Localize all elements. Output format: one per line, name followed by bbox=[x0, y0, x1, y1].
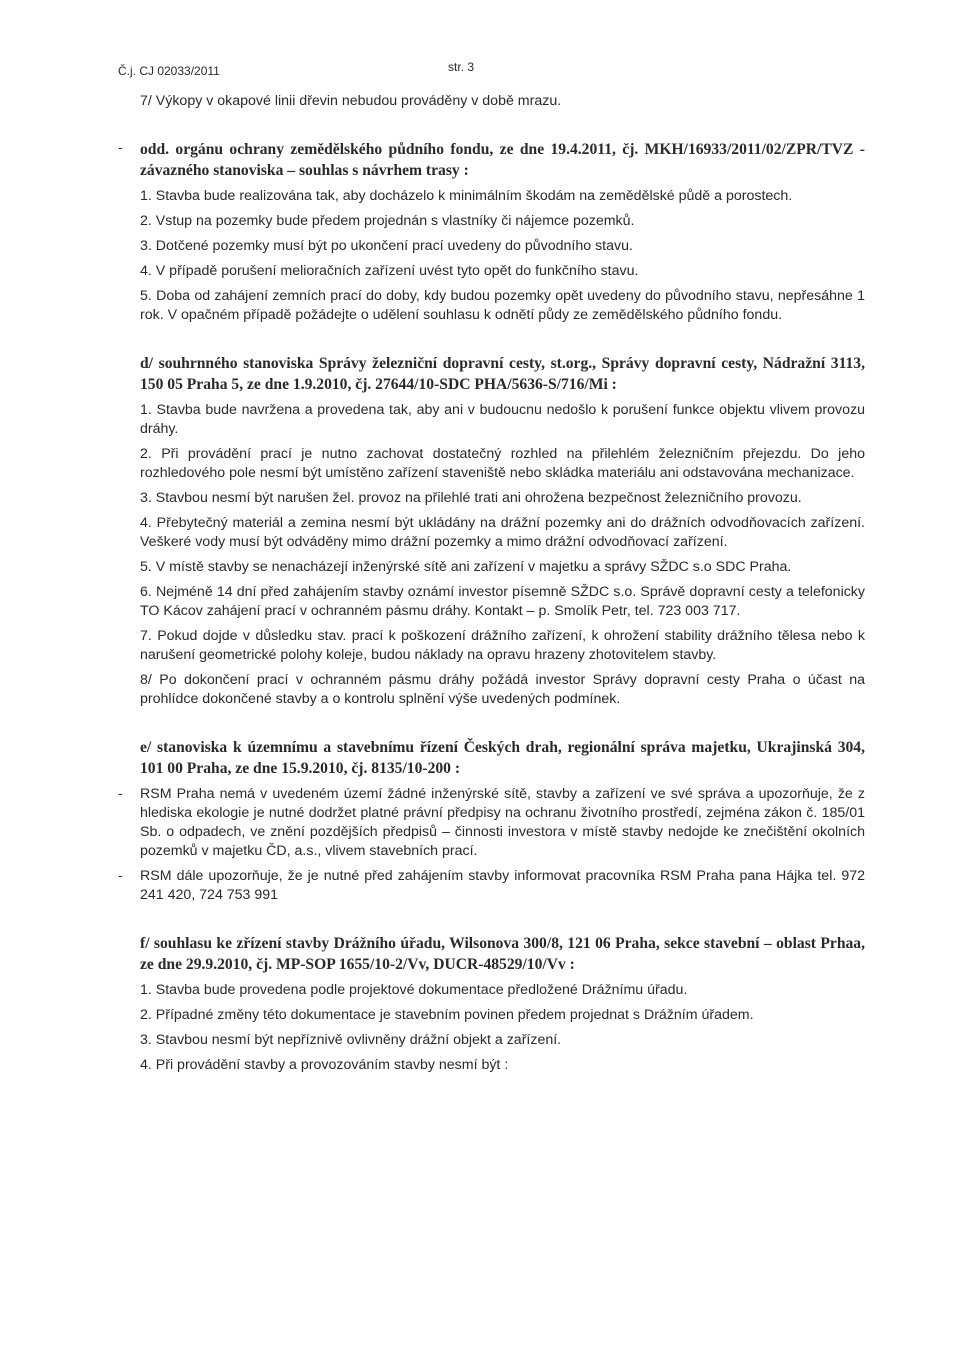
cd-note-2 bbox=[118, 867, 865, 905]
sdc-condition-1: 1. Stavba bude navržena a provedena tak, aby ani v budoucnu nedošlo k porušení funkce objektu vlivem provozu dráhy. bbox=[140, 402, 865, 437]
reference-number: Č.j. CJ 02033/2011 bbox=[118, 64, 220, 78]
section-zpf bbox=[118, 139, 865, 181]
zpf-condition-3: 3. Dotčené pozemky musí být po ukončení prací uvedeny do původního stavu. bbox=[140, 238, 633, 254]
page-number: str. 3 bbox=[448, 60, 475, 74]
dash-bullet: - bbox=[118, 786, 123, 802]
zpf-condition-5: 5. Doba od zahájení zemních prací do doby, kdy budou pozemky opět uvedeny do původního stavu, nepřesáhne 1 rok. V opačném případě požádejte o udělení souhlasu k odnětí půdy ze zemědělského půdního fondu. bbox=[140, 288, 865, 323]
sdc-condition-7: 7. Pokud dojde v důsledku stav. prací k poškození drážního zařízení, k ohrožení stability drážního tělesa nebo k narušení geometrické polohy koleje, budou náklady na opravu hrazeny zhotovitelem stavby. bbox=[140, 628, 865, 663]
du-condition-3: 3. Stavbou nesmí být nepříznivě ovlivněny drážní objekt a zařízení. bbox=[140, 1032, 562, 1048]
section-f-heading: f/ souhlasu ke zřízení stavby Drážního úřadu, Wilsonova 300/8, 121 06 Praha, sekce stavební – oblast Prhaa, ze dne 29.9.2010, čj. MP-SOP 1655/10-2/Vv, DUCR-48529/10/Vv : bbox=[140, 935, 865, 973]
du-condition-4: 4. Při provádění stavby a provozováním stavby nesmí být : bbox=[140, 1057, 509, 1073]
zpf-condition-1: 1. Stavba bude realizována tak, aby docházelo k minimálním škodám na zemědělské půdě a porostech. bbox=[140, 188, 793, 204]
section-zpf-heading: odd. orgánu ochrany zemědělského půdního fondu, ze dne 19.4.2011, čj. MKH/16933/2011/02/ZPR/TVZ - závazného stanoviska – souhlas s návrhem trasy : bbox=[140, 141, 865, 179]
cd-note-2-text: RSM dále upozorňuje, že je nutné před zahájením stavby informovat pracovníka RSM Praha pana Hájka tel. 972 241 420, 724 753 991 bbox=[140, 868, 865, 903]
cd-note-1 bbox=[118, 785, 865, 861]
dash-bullet: - bbox=[118, 868, 123, 884]
du-condition-2: 2. Případné změny této dokumentace je stavebním povinen předem projednat s Drážním úřadem. bbox=[140, 1007, 754, 1023]
zpf-condition-4: 4. V případě porušení melioračních zařízení uvést tyto opět do funkčního stavu. bbox=[140, 263, 639, 279]
sdc-condition-5: 5. V místě stavby se nenacházejí inženýrské sítě ani zařízení v majetku a správy SŽDC s.o SDC Praha. bbox=[140, 559, 792, 575]
sdc-condition-6: 6. Nejméně 14 dní před zahájením stavby oznámí investor písemně SŽDC s.o. Správě dopravní cesty a telefonicky TO Kácov zahájení prací v ochranném pásmu dráhy. Kontakt – p. Smolík Petr, tel. 723 003 717. bbox=[140, 584, 865, 619]
sdc-condition-8: 8/ Po dokončení prací v ochranném pásmu dráhy požádá investor Správy dopravní cesty Praha o účast na prohlídce dokončené stavby a o kontrolu splnění výše uvedených podmínek. bbox=[140, 672, 865, 707]
sdc-condition-4: 4. Přebytečný materiál a zemina nesmí být ukládány na drážní pozemky ani do drážních odvodňovacích zařízení. Veškeré vody musí být odváděny mimo drážní pozemky a mimo drážní odvodňovací zařízení. bbox=[140, 515, 865, 550]
du-condition-1: 1. Stavba bude provedena podle projektové dokumentace předložené Drážnímu úřadu. bbox=[140, 982, 688, 998]
cd-note-1-text: RSM Praha nemá v uvedeném území žádné inženýrské sítě, stavby a zařízení ve své správa a upozorňuje, že z hlediska ekologie je nutné dodržet platné právní předpisy na ochranu životního prostředí, zejména zákon č. 185/01 Sb. o odpadech, ve znění pozdějších předpisů – činnosti investora v místě stavby nedojde ke znečištění okolních pozemků v majetku ČD, a.s., vlivem stavebních prací. bbox=[140, 786, 865, 859]
intro-item-7: 7/ Výkopy v okapové linii dřevin nebudou prováděny v době mrazu. bbox=[140, 93, 562, 109]
dash-bullet: - bbox=[118, 140, 123, 156]
sdc-condition-3: 3. Stavbou nesmí být narušen žel. provoz na přilehlé trati ani ohrožena bezpečnost železničního provozu. bbox=[140, 490, 802, 506]
sdc-condition-2: 2. Při provádění prací je nutno zachovat dostatečný rozhled na přilehlém železničním přejezdu. Do jeho rozhledového pole nesmí být umístěno zařízení staveniště nebo skládka materiálu ani odstavována mechanizace. bbox=[140, 446, 865, 481]
document-body bbox=[118, 92, 865, 1075]
section-d-heading: d/ souhrnného stanoviska Správy železniční dopravní cesty, st.org., Správy dopravní cesty, Nádražní 3113, 150 05 Praha 5, ze dne 1.9.2010, čj. 27644/10-SDC PHA/5636-S/716/Mi : bbox=[140, 355, 865, 393]
zpf-condition-2: 2. Vstup na pozemky bude předem projednán s vlastníky či nájemce pozemků. bbox=[140, 213, 635, 229]
section-e-heading: e/ stanoviska k územnímu a stavebnímu řízení Českých drah, regionální správa majetku, Ukrajinská 304, 101 00 Praha, ze dne 15.9.2010, čj. 8135/10-200 : bbox=[140, 739, 865, 777]
